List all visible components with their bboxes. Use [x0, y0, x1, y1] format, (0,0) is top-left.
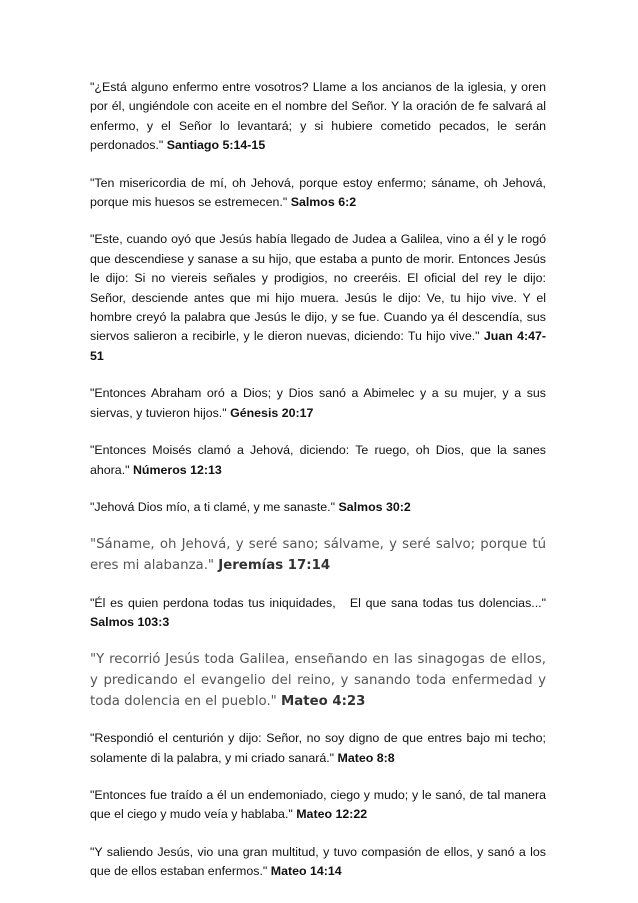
verse-text: "Respondió el centurión y dijo: Señor, no soy digno de que entres bajo mi techo; solamente di la palabra, y mi criado sanará."	[90, 731, 546, 765]
verse-reference: Números 12:13	[132, 462, 222, 477]
verse-reference: Salmos 30:2	[338, 499, 411, 514]
verse-reference: Juan 4:47-51	[90, 329, 546, 363]
verse-text: "Jehová Dios mío, a ti clamé, y me sanaste."	[90, 499, 339, 514]
verse-reference: Salmos 6:2	[290, 195, 357, 210]
verse-text: "Entonces Moisés clamó a Jehová, diciendo: Te ruego, oh Dios, que la sanes ahora."	[90, 443, 546, 477]
verse-text: "Entonces Abraham oró a Dios; y Dios sanó a Abimelec y a su mujer, y a sus siervas, y tuvieron hijos."	[90, 386, 546, 420]
verse-juan	[90, 230, 546, 366]
verse-text: "Este, cuando oyó que Jesús había llegado de Judea a Galilea, vino a él y le rogó que descendiese y sanase a su hijo, que estaba a punto de morir. Entonces Jesús le dijo: Si no viereis señales y prodigios, no creeréis. El oficial del rey le dijo: Señor, desciende antes que mi hijo muera. Jesús le dijo: Ve, tu hijo vive. Y el hombre creyó la palabra que Jesús le dijo, y se fue. Cuando ya él descendía, sus siervos salieron a recibirle, y le dieron nuevas, diciendo: Tu hijo vive."	[90, 232, 546, 344]
verse-reference: Mateo 12:22	[296, 807, 368, 822]
verse-genesis	[90, 384, 546, 423]
verse-santiago	[90, 78, 546, 156]
verse-reference: Génesis 20:17	[230, 405, 314, 420]
verse-text: "Sáname, oh Jehová, y seré sano; sálvame, y seré salvo; porque tú eres mi alabanza."	[90, 537, 546, 573]
verse-list	[90, 78, 550, 900]
verse-numeros	[90, 441, 546, 480]
verse-salmos-103	[90, 594, 550, 633]
verse-text: "Y saliendo Jesús, vio una gran multitud, y tuvo compasión de ellos, y sanó a los que de ellos estaban enfermos."	[90, 844, 546, 879]
verse-salmos-30	[90, 498, 546, 517]
verse-mateo-12	[90, 786, 546, 825]
verse-reference: Salmos 103:3	[90, 614, 170, 629]
verse-mateo-4	[90, 650, 546, 712]
verse-salmos-6	[90, 174, 546, 213]
verse-reference: Mateo 4:23	[281, 693, 366, 709]
verse-mateo-14	[90, 843, 546, 882]
verse-reference: Jeremías 17:14	[218, 557, 331, 573]
verse-reference: Mateo 8:8	[337, 750, 395, 765]
verse-jeremias	[90, 535, 546, 576]
verse-mateo-8	[90, 729, 546, 768]
verse-reference: Santiago 5:14-15	[166, 138, 266, 153]
verse-text: "Y recorrió Jesús toda Galilea, enseñando en las sinagogas de ellos, y predicando el evangelio del reino, y sanando toda enfermedad y toda dolencia en el pueblo."	[90, 652, 546, 709]
verse-text: "¿Está alguno enfermo entre vosotros? Llame a los ancianos de la iglesia, y oren por él, ungiéndole con aceite en el nombre del Señor. Y la oración de fe salvará al enfermo, y el Señor lo levantará; y si hubiere cometido pecados, le serán perdonados."	[90, 80, 546, 153]
verse-text: "Entonces fue traído a él un endemoniado, ciego y mudo; y le sanó, de tal manera que el ciego y mudo veía y hablaba."	[90, 787, 546, 822]
verse-reference: Mateo 14:14	[270, 864, 342, 879]
verse-text: "Ten misericordia de mí, oh Jehová, porque estoy enfermo; sáname, oh Jehová, porque mis huesos se estremecen."	[90, 175, 546, 210]
verse-text: "Él es quien perdona todas tus iniquidades, El que sana todas tus dolencias..."	[90, 595, 550, 610]
